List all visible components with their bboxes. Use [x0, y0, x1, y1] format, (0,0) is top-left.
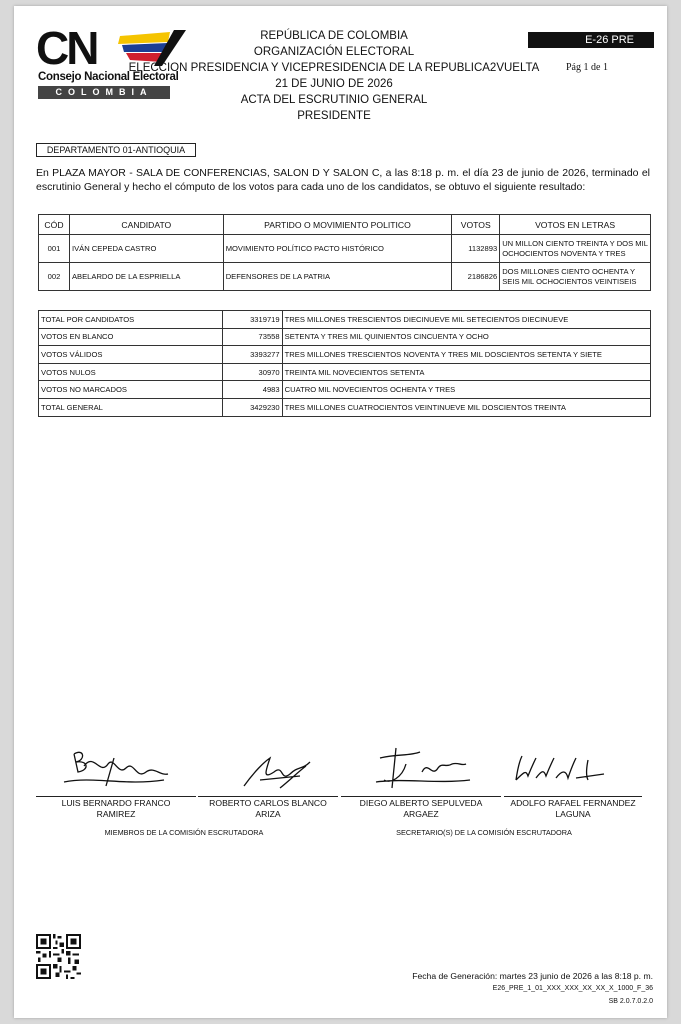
logo-initials: CN — [36, 22, 97, 74]
logo-band: COLOMBIA — [38, 86, 170, 99]
signatory-name — [36, 798, 196, 820]
logo-subtitle: Consejo Nacional Electoral — [38, 71, 179, 83]
signature-scribble-icon — [54, 746, 174, 792]
total-value: 73558 — [222, 328, 282, 346]
header-line: ELECCION PRESIDENCIA Y VICEPRESIDENCIA DE LA REPUBLICA2VUELTA — [128, 62, 540, 74]
total-value: 3429230 — [222, 398, 282, 416]
header-candidato: CANDIDATO — [69, 215, 223, 235]
total-label: VOTOS NULOS — [39, 363, 223, 381]
table-row — [39, 311, 651, 329]
signature-scribble-icon — [240, 752, 320, 792]
candidates-table — [38, 214, 651, 291]
qr-code-icon — [36, 934, 81, 979]
cell-letras: DOS MILLONES CIENTO OCHENTA Y SEIS MIL OCHOCIENTOS VEINTISEIS — [500, 263, 651, 291]
cell-candidato: ABELARDO DE LA ESPRIELLA — [69, 263, 223, 291]
signatory-name-line: ADOLFO RAFAEL FERNANDEZ — [510, 798, 636, 808]
signatory-name-line: ARGAEZ — [403, 809, 439, 819]
signatory-name — [198, 798, 338, 820]
total-value: 3393277 — [222, 346, 282, 364]
table-row — [39, 381, 651, 399]
table-row — [39, 263, 651, 291]
header-line: ACTA DEL ESCRUTINIO GENERAL — [240, 94, 428, 106]
signature-line — [504, 796, 642, 797]
total-letras: TRES MILLONES CUATROCIENTOS VEINTINUEVE MIL DOSCIENTOS TREINTA — [282, 398, 650, 416]
totals-table — [38, 310, 651, 417]
signature-line — [36, 796, 196, 797]
software-version: SB 2.0.7.0.2.0 — [608, 998, 653, 1005]
acta-document — [14, 6, 667, 1018]
intro-paragraph: En PLAZA MAYOR - SALA DE CONFERENCIAS, SALON D Y SALON C, a las 8:18 p. m. el día 23 de junio de 2026, terminado el escrutinio General y hecho el cómputo de los votos para cada uno de los candidatos, se obtuvo el siguiente resultado: — [36, 167, 650, 193]
total-label: TOTAL POR CANDIDATOS — [39, 311, 223, 329]
total-value: 30970 — [222, 363, 282, 381]
total-letras: CUATRO MIL NOVECIENTOS OCHENTA Y TRES — [282, 381, 650, 399]
table-row — [39, 363, 651, 381]
header-line: REPÚBLICA DE COLOMBIA — [260, 30, 408, 42]
total-letras: SETENTA Y TRES MIL QUINIENTOS CINCUENTA Y OCHO — [282, 328, 650, 346]
header-votos: VOTOS — [452, 215, 500, 235]
generation-date: Fecha de Generación: martes 23 junio de 2026 a las 8:18 p. m. — [412, 971, 653, 981]
total-label: VOTOS VÁLIDOS — [39, 346, 223, 364]
table-row — [39, 235, 651, 263]
signatory-name — [504, 798, 642, 820]
table-header-row — [39, 215, 651, 235]
cell-partido: MOVIMIENTO POLÍTICO PACTO HISTÓRICO — [223, 235, 452, 263]
header-votos-letras: VOTOS EN LETRAS — [500, 215, 651, 235]
header-cod: CÓD — [39, 215, 70, 235]
file-code: E26_PRE_1_01_XXX_XXX_XX_XX_X_1000_F_36 — [492, 985, 653, 992]
total-letras: TRES MILLONES TRESCIENTOS NOVENTA Y TRES MIL DOSCIENTOS SETENTA Y SIETE — [282, 346, 650, 364]
document-header — [114, 28, 554, 124]
total-label: VOTOS EN BLANCO — [39, 328, 223, 346]
cell-cod: 002 — [39, 263, 70, 291]
header-partido: PARTIDO O MOVIMIENTO POLITICO — [223, 215, 452, 235]
signatory-name-line: ARIZA — [255, 809, 281, 819]
signature-scribble-icon — [366, 744, 476, 792]
cell-candidato: IVÁN CEPEDA CASTRO — [69, 235, 223, 263]
department-box: DEPARTAMENTO 01-ANTIOQUIA — [36, 143, 196, 157]
signatory-name-line: ROBERTO CARLOS BLANCO — [209, 798, 327, 808]
cell-partido: DEFENSORES DE LA PATRIA — [223, 263, 452, 291]
total-label: TOTAL GENERAL — [39, 398, 223, 416]
total-letras: TRES MILLONES TRESCIENTOS DIECINUEVE MIL SETECIENTOS DIECINUEVE — [282, 311, 650, 329]
signatory-name-line: DIEGO ALBERTO SEPULVEDA — [359, 798, 483, 808]
table-row — [39, 346, 651, 364]
signatory-name-line: LAGUNA — [555, 809, 591, 819]
header-line: 21 DE JUNIO DE 2026 — [275, 78, 393, 90]
cell-letras: UN MILLON CIENTO TREINTA Y DOS MIL OCHOCIENTOS NOVENTA Y TRES — [500, 235, 651, 263]
signature-line — [341, 796, 501, 797]
page-number: Pág 1 de 1 — [566, 62, 608, 73]
form-code-badge: E-26 PRE — [528, 32, 654, 48]
total-value: 3319719 — [222, 311, 282, 329]
cell-votos: 2186826 — [452, 263, 500, 291]
header-line: PRESIDENTE — [297, 110, 371, 122]
signatory-name — [341, 798, 501, 820]
members-caption: MIEMBROS DE LA COMISIÓN ESCRUTADORA — [104, 828, 264, 837]
signature-line — [198, 796, 338, 797]
total-label: VOTOS NO MARCADOS — [39, 381, 223, 399]
table-row — [39, 398, 651, 416]
total-value: 4983 — [222, 381, 282, 399]
cell-votos: 1132893 — [452, 235, 500, 263]
header-line: ORGANIZACIÓN ELECTORAL — [253, 46, 415, 58]
signatory-name-line: RAMIREZ — [96, 809, 136, 819]
table-row — [39, 328, 651, 346]
signatory-name-line: LUIS BERNARDO FRANCO — [61, 798, 171, 808]
cell-cod: 001 — [39, 235, 70, 263]
secretaries-caption: SECRETARIO(S) DE LA COMISIÓN ESCRUTADORA — [396, 828, 572, 837]
total-letras: TREINTA MIL NOVECIENTOS SETENTA — [282, 363, 650, 381]
signature-scribble-icon — [508, 752, 608, 786]
